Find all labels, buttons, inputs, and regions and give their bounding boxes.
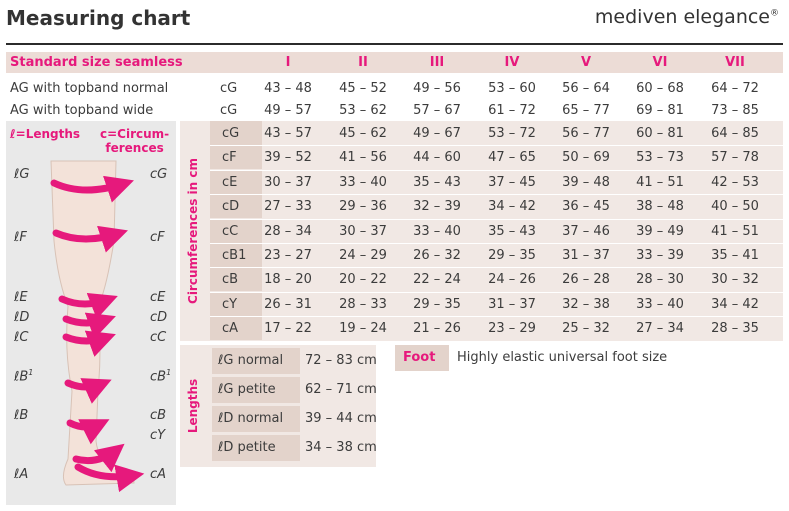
- size-col-2: II: [358, 55, 368, 70]
- topband-code: cG: [220, 103, 238, 118]
- circ-value: 53 – 73: [636, 150, 684, 166]
- circumference-heading-text: Circumferences in cm: [186, 158, 200, 304]
- length-key: ℓG petite: [212, 377, 300, 403]
- circ-value: 53 – 72: [488, 126, 536, 141]
- circ-value: 34 – 42: [488, 199, 536, 215]
- arrow-b1: [68, 383, 104, 387]
- topband-value: 61 – 72: [488, 103, 536, 118]
- leg-label-text: cE: [150, 290, 166, 305]
- topband-code: cG: [220, 81, 238, 96]
- topband-value: 60 – 68: [636, 81, 684, 96]
- circ-value: 44 – 60: [413, 150, 461, 166]
- registered-mark: ®: [770, 8, 779, 19]
- leg-label-text: ℓE: [14, 290, 28, 305]
- circ-value: 27 – 33: [264, 199, 312, 215]
- length-value: 72 – 83 cm: [305, 353, 377, 368]
- topband-value: 53 – 62: [339, 103, 387, 118]
- circ-code: cF: [222, 150, 237, 166]
- leg-label-right: [150, 330, 166, 345]
- topband-value: 57 – 67: [413, 103, 461, 118]
- row-divider: [210, 170, 783, 171]
- circ-value: 18 – 20: [264, 272, 312, 288]
- arrow-b: [70, 423, 102, 427]
- leg-label-text: cA: [150, 467, 167, 482]
- leg-label-left: [14, 408, 28, 423]
- row-divider: [210, 292, 783, 293]
- foot-description: Highly elastic universal foot size: [457, 350, 668, 365]
- leg-label-sup: 1: [166, 368, 172, 377]
- circ-value: 64 – 85: [711, 126, 759, 141]
- leg-label-left: [14, 167, 29, 182]
- topband-value: 49 – 56: [413, 81, 461, 96]
- circ-value: 27 – 34: [636, 321, 684, 337]
- circ-value: 22 – 24: [413, 272, 461, 288]
- circ-value: 32 – 39: [413, 199, 461, 215]
- leg-label-right: [150, 167, 167, 182]
- foot-label: Foot: [395, 345, 449, 371]
- circ-value: 26 – 32: [413, 248, 461, 263]
- leg-label-text: cD: [150, 310, 168, 325]
- circ-value: 35 – 41: [711, 248, 759, 263]
- size-col-3: III: [429, 55, 445, 70]
- circ-code: cE: [222, 174, 238, 190]
- size-col-5: V: [580, 55, 592, 70]
- leg-label-right: [150, 467, 166, 482]
- leg-label-right: [150, 408, 166, 423]
- row-divider: [210, 219, 783, 220]
- topband-value: 56 – 64: [562, 81, 610, 96]
- circ-value: 17 – 22: [264, 321, 312, 337]
- leg-label-right: [150, 230, 165, 245]
- circ-value: 35 – 43: [413, 174, 461, 190]
- circ-value: 30 – 37: [339, 223, 387, 239]
- leg-label-right: [150, 368, 171, 384]
- row-divider: [210, 145, 783, 146]
- circ-value: 43 – 57: [264, 126, 312, 141]
- leg-label-text: ℓB: [14, 408, 29, 423]
- standard-size-label: Standard size seamless: [10, 55, 183, 70]
- leg-label-text: cF: [150, 230, 165, 245]
- leg-label-left: [14, 310, 29, 325]
- leg-label-right: [150, 310, 167, 325]
- leg-label-left: [14, 368, 33, 384]
- circ-value: 29 – 35: [413, 296, 461, 312]
- leg-label-text: ℓC: [14, 330, 29, 345]
- circ-value: 60 – 81: [636, 126, 684, 141]
- topband-value: 64 – 72: [711, 81, 759, 96]
- row-divider: [210, 316, 783, 317]
- length-value: 34 – 38 cm: [305, 440, 377, 455]
- circ-value: 30 – 37: [264, 174, 312, 190]
- leg-label-text: ℓD: [14, 310, 30, 325]
- leg-label-left: [14, 290, 28, 305]
- circ-value: 40 – 50: [711, 199, 759, 215]
- circumference-heading: [183, 121, 203, 341]
- length-value: 39 – 44 cm: [305, 411, 377, 426]
- circ-value: 31 – 37: [562, 248, 610, 263]
- length-value: 62 – 71 cm: [305, 382, 377, 397]
- circ-value: 23 – 27: [264, 248, 312, 263]
- circ-value: 50 – 69: [562, 150, 610, 166]
- lengths-heading-text: Lengths: [186, 378, 200, 434]
- leg-label-text: ℓA: [14, 467, 29, 482]
- circ-value: 24 – 29: [339, 248, 387, 263]
- length-key: ℓD petite: [212, 435, 300, 461]
- leg-label-right: [150, 428, 165, 443]
- topband-value: 43 – 48: [264, 81, 312, 96]
- circ-value: 45 – 62: [339, 126, 387, 141]
- length-key: ℓG normal: [212, 348, 300, 374]
- topband-label: AG with topband normal: [10, 81, 169, 96]
- leg-label-left: [14, 230, 27, 245]
- circ-value: 26 – 31: [264, 296, 312, 312]
- circ-value: 28 – 30: [636, 272, 684, 288]
- row-divider: [210, 267, 783, 268]
- topband-value: 53 – 60: [488, 81, 536, 96]
- circ-value: 29 – 36: [339, 199, 387, 215]
- circ-value: 24 – 26: [488, 272, 536, 288]
- circ-code: cC: [222, 223, 239, 239]
- circ-value: 30 – 32: [711, 272, 759, 288]
- lengths-heading: [183, 345, 203, 467]
- circ-value: 33 – 39: [636, 248, 684, 263]
- topband-value: 73 – 85: [711, 103, 759, 118]
- legend-circumferences: [100, 127, 169, 155]
- circ-value: 49 – 67: [413, 126, 461, 141]
- circ-value: 21 – 26: [413, 321, 461, 337]
- title-rule: [6, 43, 783, 45]
- brand-name: mediven elegance: [594, 6, 770, 28]
- circ-value: 29 – 35: [488, 248, 536, 263]
- circ-value: 26 – 28: [562, 272, 610, 288]
- circ-value: 28 – 33: [339, 296, 387, 312]
- leg-label-text: ℓB: [14, 369, 29, 385]
- circ-value: 34 – 42: [711, 296, 759, 312]
- arrow-d: [66, 319, 108, 323]
- circ-value: 32 – 38: [562, 296, 610, 312]
- circ-code: cG: [222, 126, 240, 141]
- row-divider: [210, 194, 783, 195]
- circ-value: 20 – 22: [339, 272, 387, 288]
- circ-value: 19 – 24: [339, 321, 387, 337]
- circ-value: 39 – 48: [562, 174, 610, 190]
- leg-label-sup: 1: [28, 368, 34, 377]
- leg-label-text: cY: [150, 428, 166, 443]
- circ-value: 38 – 48: [636, 199, 684, 215]
- topband-value: 65 – 77: [562, 103, 610, 118]
- topband-value: 49 – 57: [264, 103, 312, 118]
- length-key: ℓD normal: [212, 406, 300, 432]
- leg-label-text: cC: [150, 330, 167, 345]
- circ-value: 33 – 40: [339, 174, 387, 190]
- topband-label: AG with topband wide: [10, 103, 154, 118]
- topband-value: 45 – 52: [339, 81, 387, 96]
- circ-code: cY: [222, 296, 238, 312]
- circ-value: 47 – 65: [488, 150, 536, 166]
- leg-label-right: [150, 290, 165, 305]
- circ-code: cA: [222, 321, 239, 337]
- circ-value: 25 – 32: [562, 321, 610, 337]
- size-col-4: IV: [504, 55, 520, 70]
- leg-label-text: cB: [150, 408, 167, 423]
- circ-value: 33 – 40: [413, 223, 461, 239]
- topband-value: 69 – 81: [636, 103, 684, 118]
- size-col-7: VII: [725, 55, 745, 70]
- circ-value: 37 – 45: [488, 174, 536, 190]
- legend-lengths: ℓ=Lengths: [10, 127, 81, 141]
- leg-label-text: cG: [150, 167, 168, 182]
- circ-value: 56 – 77: [562, 126, 610, 141]
- circ-value: 39 – 49: [636, 223, 684, 239]
- circ-code: cB: [222, 272, 239, 288]
- circ-value: 28 – 34: [264, 223, 312, 239]
- circ-value: 36 – 45: [562, 199, 610, 215]
- circ-value: 42 – 53: [711, 174, 759, 190]
- leg-label-left: [14, 330, 28, 345]
- size-col-1: I: [285, 55, 291, 70]
- leg-label-text: ℓG: [14, 167, 30, 182]
- size-col-6: VI: [652, 55, 668, 70]
- row-divider: [210, 243, 783, 244]
- leg-label-text: ℓF: [14, 230, 27, 245]
- circ-value: 41 – 51: [636, 174, 684, 190]
- circ-value: 31 – 37: [488, 296, 536, 312]
- circ-value: 39 – 52: [264, 150, 312, 166]
- page-title: Measuring chart: [6, 6, 191, 30]
- circ-value: 41 – 51: [711, 223, 759, 239]
- legend-circ-line1: c=Circum-: [100, 127, 170, 141]
- circ-value: 28 – 35: [711, 321, 759, 337]
- circ-value: 57 – 78: [711, 150, 759, 166]
- brand-logo: [595, 6, 779, 28]
- leg-label-text: cB: [150, 369, 167, 385]
- circ-value: 35 – 43: [488, 223, 536, 239]
- circ-value: 41 – 56: [339, 150, 387, 166]
- circ-value: 33 – 40: [636, 296, 684, 312]
- circ-code: cB1: [222, 248, 247, 263]
- circ-code: cD: [222, 199, 240, 215]
- circ-value: 23 – 29: [488, 321, 536, 337]
- circ-value: 37 – 46: [562, 223, 610, 239]
- legend-circ-line2: ferences: [105, 141, 164, 155]
- leg-label-left: [14, 467, 28, 482]
- arrow-c: [66, 337, 108, 341]
